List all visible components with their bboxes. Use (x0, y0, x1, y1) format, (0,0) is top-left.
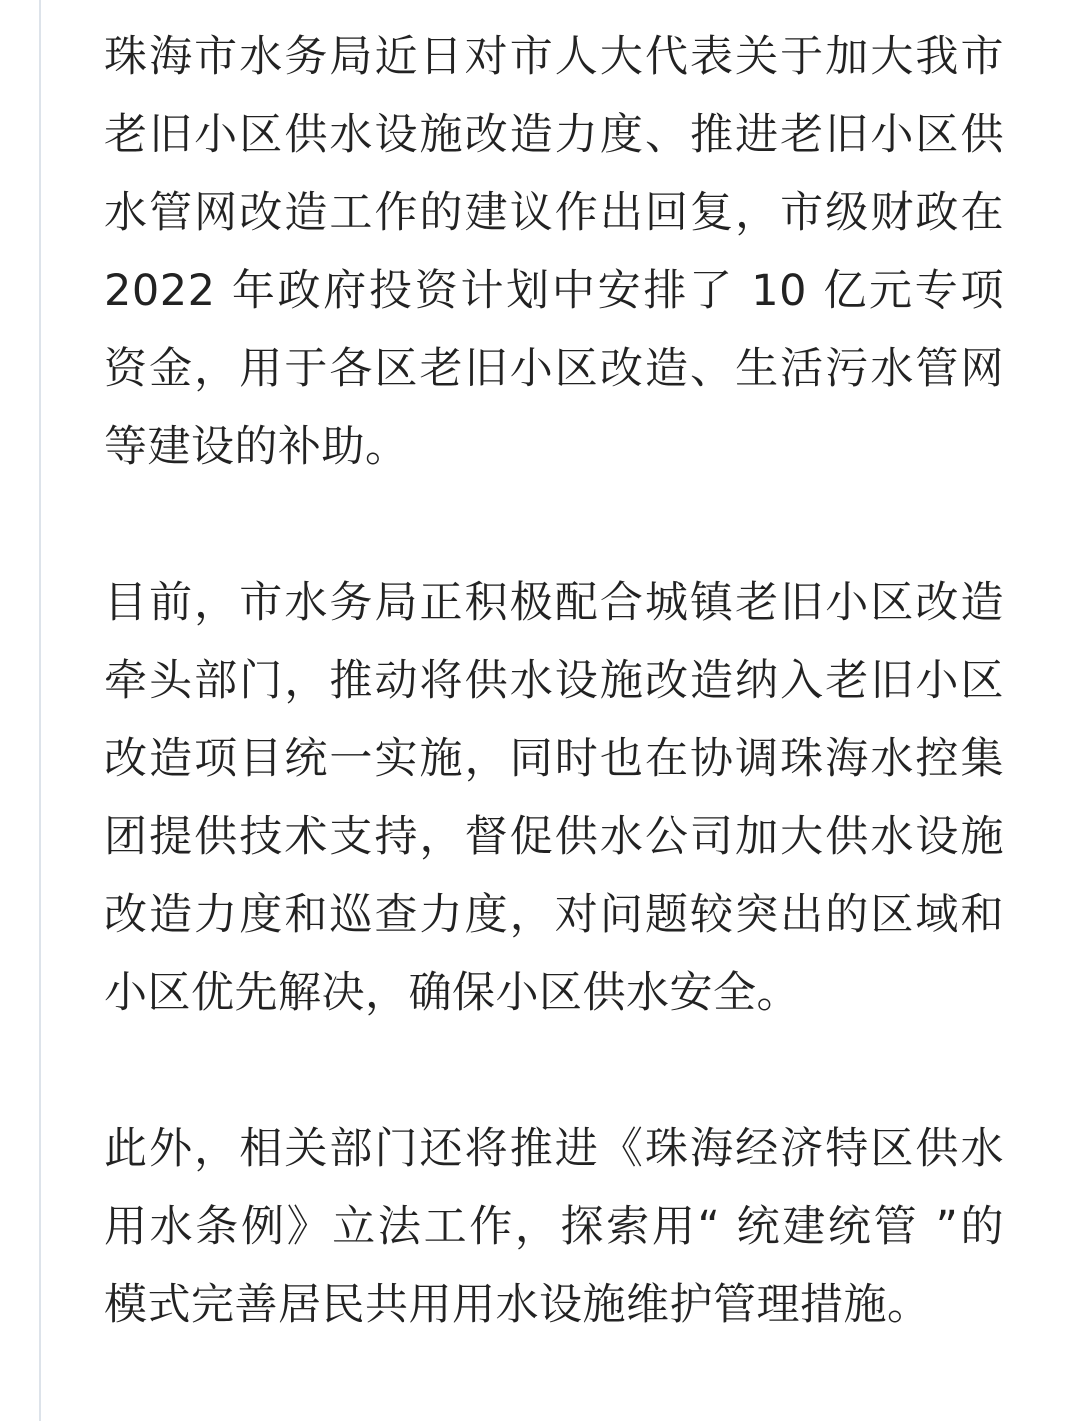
paragraph-2: 目前，市水务局正积极配合城镇老旧小区改造牵头部门，推动将供水设施改造纳入老旧小区改造项目统一实施，同时也在协调珠海水控集团提供技术支持，督促供水公司加大供水设施改造力度和巡查力度，对问题较突出的区域和小区优先解决，确保小区供水安全。 (104, 578, 1004, 1018)
paragraph-3: 此外，相关部门还将推进《珠海经济特区供水用水条例》立法工作，探索用“ 统建统管 ”的模式完善居民共用用水设施维护管理措施。 (104, 1124, 1004, 1330)
paragraph-1: 珠海市水务局近日对市人大代表关于加大我市老旧小区供水设施改造力度、推进老旧小区供水管网改造工作的建议作出回复，市级财政在 2022 年政府投资计划中安排了 10 亿元专项资金，用于各区老旧小区改造、生活污水管网等建设的补助。 (104, 32, 1004, 472)
article-body (104, 18, 1004, 1344)
left-border-line (39, 0, 41, 1421)
